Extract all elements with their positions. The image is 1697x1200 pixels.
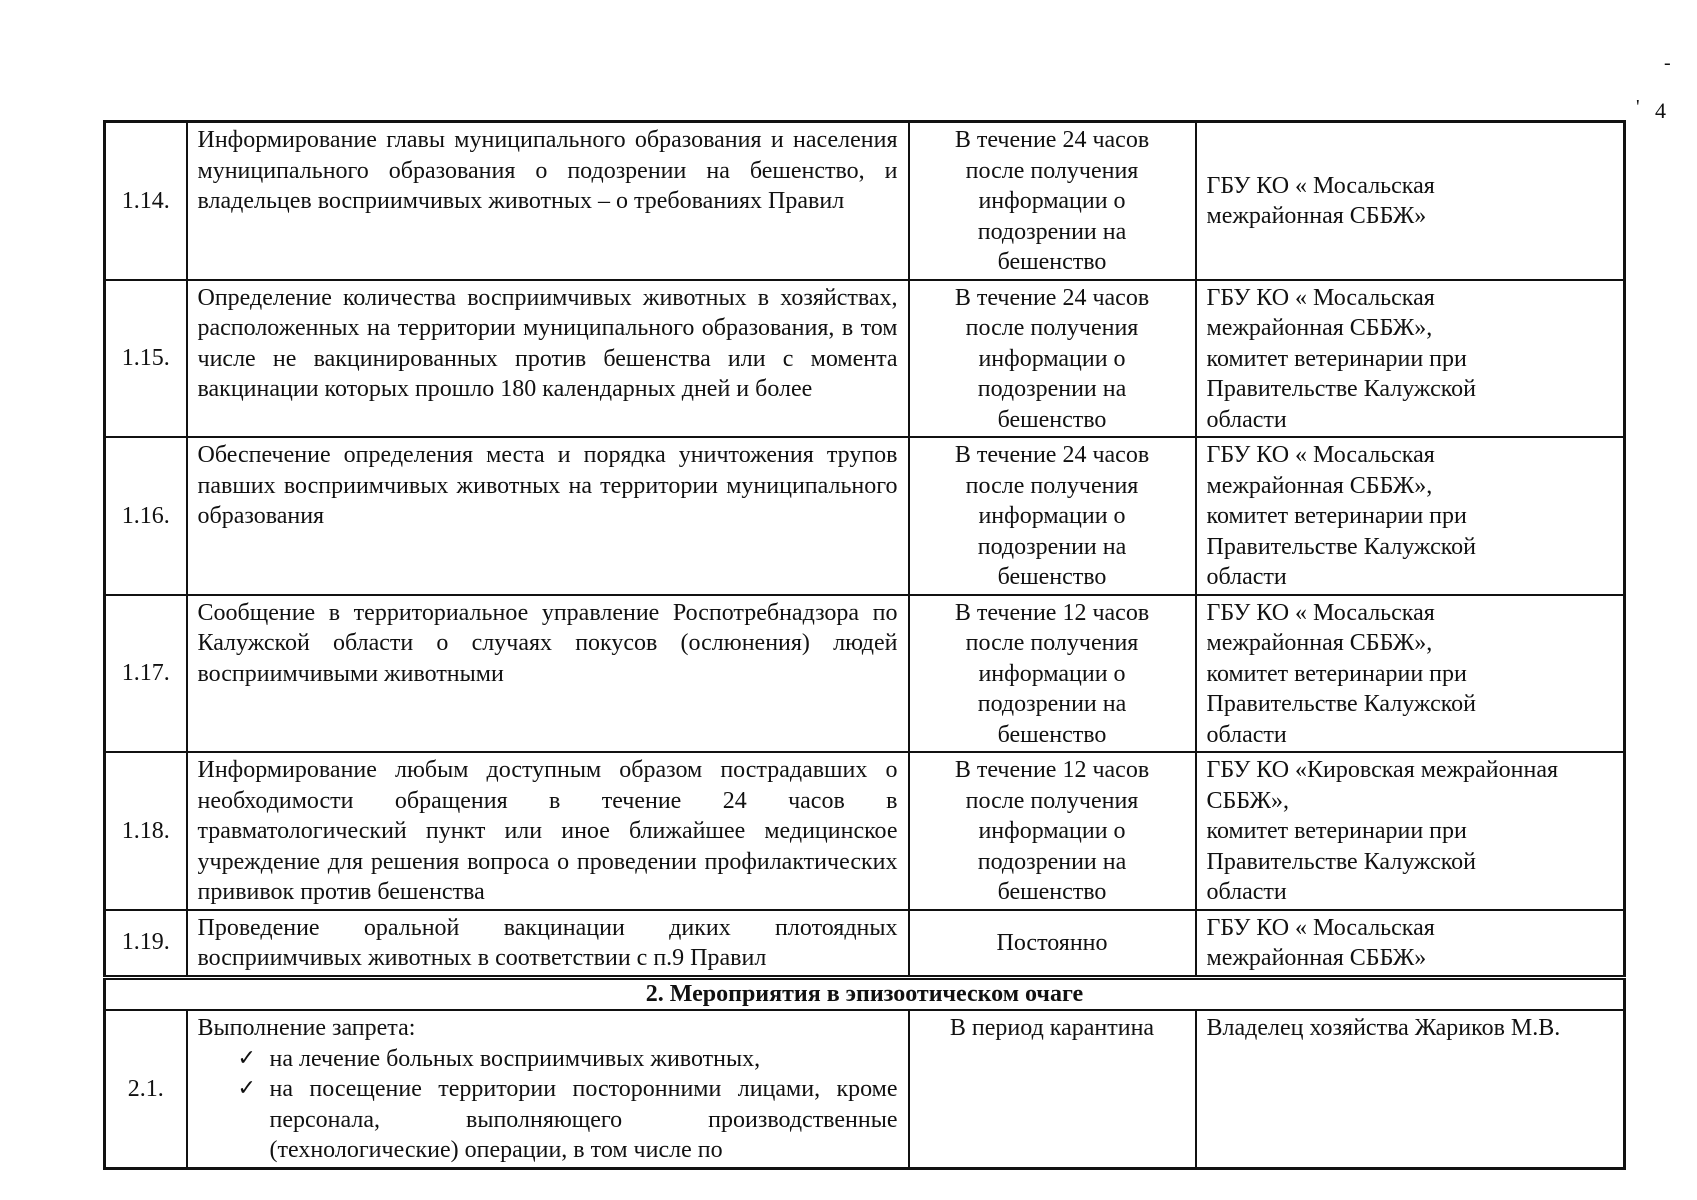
measure-responsible: ГБУ КО « Мосальская межрайонная СББЖ», комитет ветеринарии при Правительстве Калужской области [1196,437,1625,595]
measure-responsible: ГБУ КО « Мосальская межрайонная СББЖ» [1196,122,1625,280]
row-number: 1.15. [105,280,187,438]
row-number: 2.1. [105,1010,187,1168]
measure-responsible: ГБУ КО « Мосальская межрайонная СББЖ» [1196,910,1625,978]
list-item-text: на лечение больных восприимчивых животных, [269,1045,761,1072]
measure-description: Обеспечение определения места и порядка уничтожения трупов павших восприимчивых животных на территории муниципального образования [187,437,909,595]
checkmark-icon: ✓ [237,1076,256,1101]
table-row-2-1 [105,1010,1625,1168]
table-row-1-18 [105,752,1625,910]
row-number: 1.19. [105,910,187,978]
table-row-1-14 [105,122,1625,280]
measure-description: Определение количества восприимчивых животных в хозяйствах, расположенных на территории муниципального образования, в том числе не вакцинированных против бешенства или с момента вакцинации которых прошло 180 календарных дней и более [187,280,909,438]
table-row-1-15 [105,280,1625,438]
measure-description: Проведение оральной вакцинации диких плотоядных восприимчивых животных в соответствии с п.9 Правил [187,910,909,978]
table-row-1-16 [105,437,1625,595]
measure-description: Сообщение в территориальное управление Роспотребнадзора по Калужской области о случаях покусов (ослюнения) людей восприимчивыми животными [187,595,909,753]
table-row-1-17 [105,595,1625,753]
row-number: 1.18. [105,752,187,910]
list-item [238,1044,898,1075]
measure-term: В течение 12 часов после получения информации о подозрении на бешенство [909,595,1196,753]
measure-term: Постоянно [909,910,1196,978]
measure-term: В течение 24 часов после получения информации о подозрении на бешенство [909,437,1196,595]
prohibition-list [198,1044,898,1166]
corner-mark-left: ' [1636,96,1640,118]
measure-description: Информирование любым доступным образом пострадавших о необходимости обращения в течение 24 часов в травматологический пункт или иное ближайшее медицинское учреждение для решения вопроса о проведении профилактических прививок против бешенства [187,752,909,910]
checkmark-icon: ✓ [237,1045,256,1071]
row-number: 1.14. [105,122,187,280]
measure-term: В течение 24 часов после получения информации о подозрении на бешенство [909,122,1196,280]
corner-mark-top: - [1664,52,1671,74]
measure-term: В течение 24 часов после получения информации о подозрении на бешенство [909,280,1196,438]
row-number: 1.17. [105,595,187,753]
measures-table [103,120,1626,1170]
measure-responsible: ГБУ КО « Мосальская межрайонная СББЖ», комитет ветеринарии при Правительстве Калужской области [1196,280,1625,438]
measure-term: В период карантина [909,1010,1196,1168]
measure-intro: Выполнение запрета: [197,1015,416,1041]
page-number: 4 [1655,98,1666,123]
list-item-text: на посещение территории посторонними лицами, кроме персонала, выполняющего производственные (технологические) операции, в том числе по [269,1076,898,1163]
table-row-1-19 [105,910,1625,978]
row-number: 1.16. [105,437,187,595]
measure-description: Информирование главы муниципального образования и населения муниципального образования о подозрении на бешенство, и владельцев восприимчивых животных – о требованиях Правил [187,122,909,280]
section-header-row [105,977,1625,1010]
section-title: 2. Мероприятия в эпизоотическом очаге [105,977,1625,1010]
measure-responsible: ГБУ КО « Мосальская межрайонная СББЖ», комитет ветеринарии при Правительстве Калужской области [1196,595,1625,753]
measure-responsible: Владелец хозяйства Жариков М.В. [1196,1010,1625,1168]
measure-term: В течение 12 часов после получения информации о подозрении на бешенство [909,752,1196,910]
list-item [238,1074,898,1166]
measure-responsible: ГБУ КО «Кировская межрайонная СББЖ», комитет ветеринарии при Правительстве Калужской области [1196,752,1625,910]
measure-description [187,1010,909,1168]
